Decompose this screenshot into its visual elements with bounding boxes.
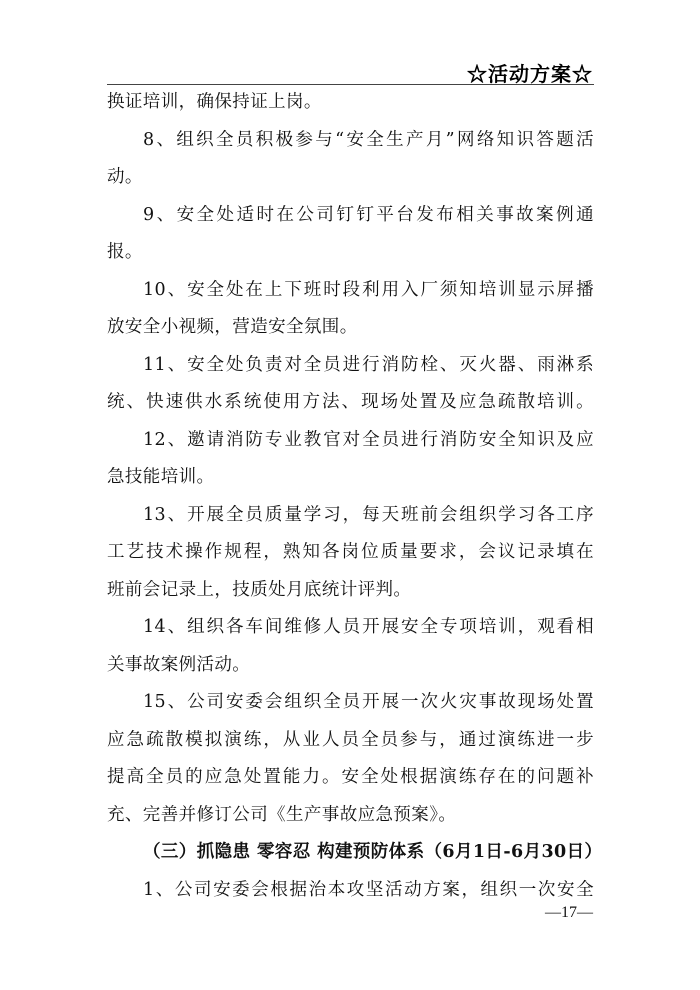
paragraph-line: 动。 <box>107 167 143 187</box>
paragraph-line: 放安全小视频，营造安全氛围。 <box>107 317 358 337</box>
paragraph-line: 充、完善并修订公司《生产事故应急预案》。 <box>107 804 457 825</box>
running-header: ☆活动方案☆ <box>467 62 593 86</box>
paragraph-line: 统、快速供水系统使用方法、现场处置及应急疏散培训。 <box>107 392 594 412</box>
paragraph-line: 应急疏散模拟演练，从业人员全员参与，通过演练进一步 <box>107 729 594 750</box>
paragraph-line: 关事故案例活动。 <box>107 654 251 675</box>
page-number: —17— <box>545 904 593 921</box>
paragraph-line: 15、公司安委会组织全员开展一次火灾事故现场处置 <box>143 692 594 712</box>
section-heading: （三）抓隐患 零容忍 构建预防体系（6月1日-6月30日） <box>143 842 603 862</box>
paragraph-line: 8、组织全员积极参与“安全生产月”网络知识答题活 <box>143 129 594 150</box>
paragraph-line: 10、安全处在上下班时段利用入厂须知培训显示屏播 <box>143 279 594 300</box>
paragraph-line: 急技能培训。 <box>107 467 215 487</box>
paragraph-line: 工艺技术操作规程，熟知各岗位质量要求，会议记录填在 <box>107 542 594 562</box>
paragraph-line: 9、安全处适时在公司钉钉平台发布相关事故案例通 <box>143 204 594 225</box>
paragraph-line: 14、组织各车间维修人员开展安全专项培训，观看相 <box>143 617 594 637</box>
paragraph-line: 提高全员的应急处置能力。安全处根据演练存在的问题补 <box>107 767 594 787</box>
paragraph-line: 班前会记录上，技质处月底统计评判。 <box>107 579 412 600</box>
body-text <box>107 84 603 909</box>
paragraph-line: 11、安全处负责对全员进行消防栓、灭火器、雨淋系 <box>143 354 594 375</box>
paragraph-line: 换证培训，确保持证上岗。 <box>107 92 322 112</box>
paragraph-line: 1、公司安委会根据治本攻坚活动方案，组织一次安全 <box>143 879 594 900</box>
paragraph-line: 报。 <box>107 242 143 262</box>
paragraph-line: 12、邀请消防专业教官对全员进行消防安全知识及应 <box>143 429 594 450</box>
paragraph-line: 13、开展全员质量学习，每天班前会组织学习各工序 <box>143 504 594 525</box>
